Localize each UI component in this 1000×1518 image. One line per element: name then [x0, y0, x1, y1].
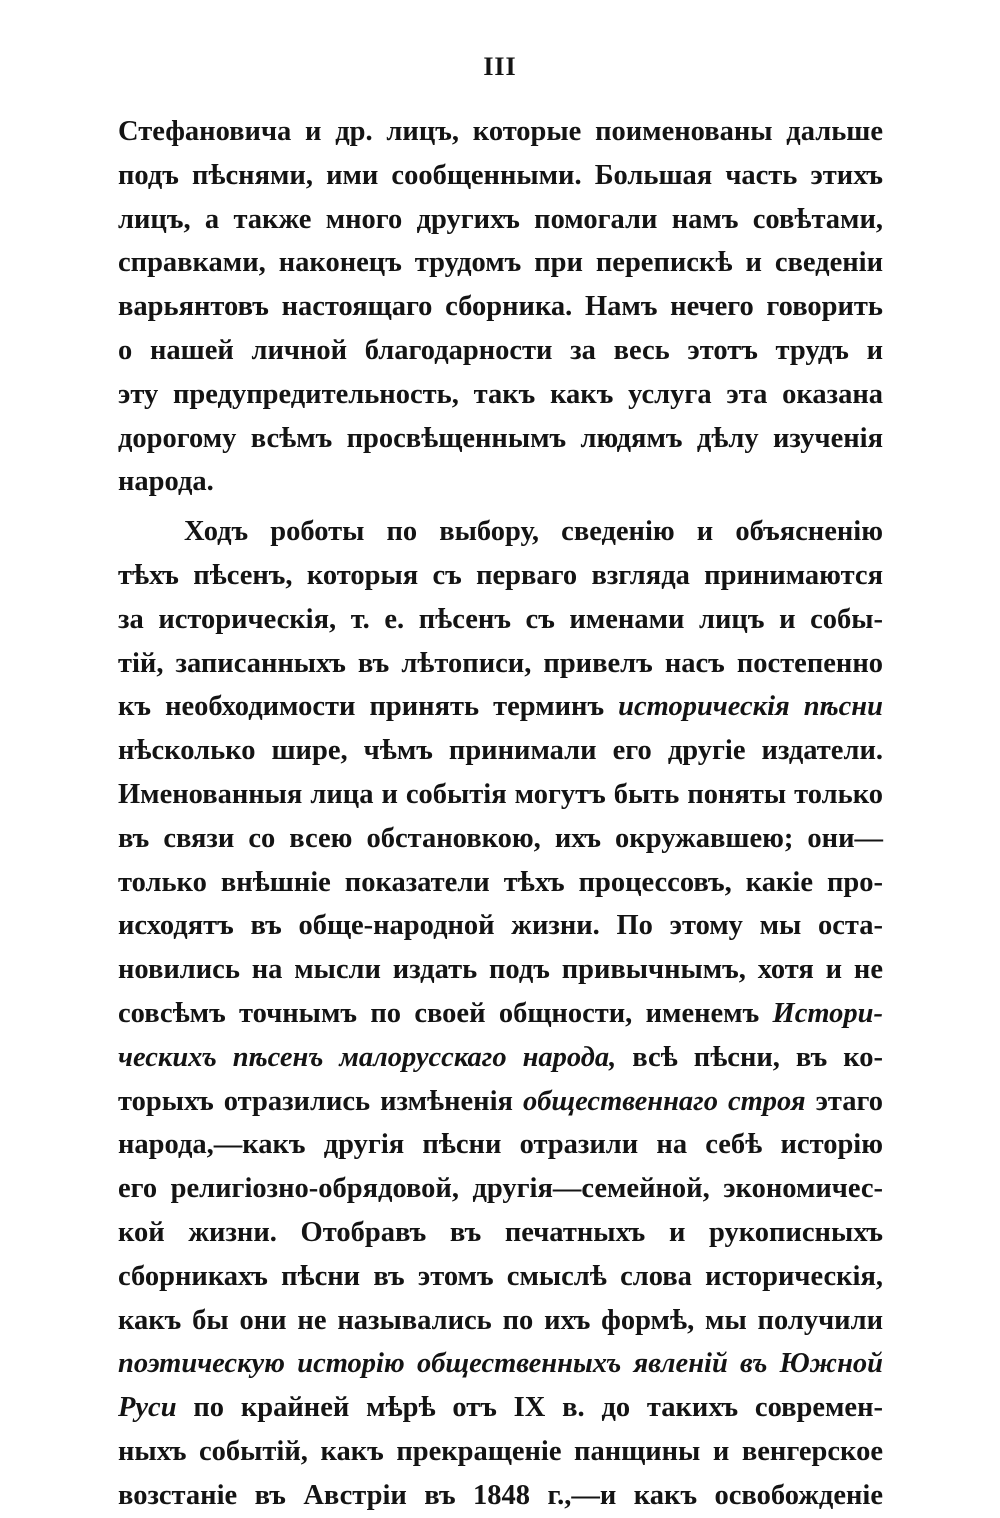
text-line	[118, 198, 883, 242]
text-line	[118, 1167, 883, 1211]
text-segment: Ходъ роботы по выбору, сведенію и объясненію	[184, 516, 883, 548]
body-text	[118, 110, 883, 1518]
text-line	[118, 241, 883, 285]
text-segment: возстаніе въ Австріи въ 1848 г.,—и какъ освобожденіе	[118, 1479, 883, 1511]
text-line	[118, 1211, 883, 1255]
text-line	[118, 460, 883, 504]
text-line	[118, 110, 883, 154]
text-line	[118, 861, 883, 905]
text-line	[118, 285, 883, 329]
text-line	[118, 729, 883, 773]
text-segment: эту предупредительность, такъ какъ услуга эта оказана	[118, 378, 883, 410]
paragraph	[118, 510, 883, 1517]
text-segment: всѣ пѣсни, въ ко-	[616, 1041, 884, 1073]
italic-text: Истори-	[772, 997, 883, 1029]
page-number: III	[483, 52, 517, 81]
italic-text: историческія пѣсни	[618, 691, 883, 723]
text-segment: подъ пѣснями, ими сообщенными. Большая часть этихъ	[118, 159, 883, 191]
text-segment: совсѣмъ точнымъ по своей общности, именемъ	[118, 997, 773, 1029]
text-line	[118, 510, 883, 554]
text-segment: къ необходимости принять терминъ	[118, 691, 619, 723]
text-line	[118, 642, 883, 686]
text-line	[118, 1036, 883, 1080]
text-segment: народа.	[118, 466, 214, 498]
paragraph	[118, 110, 883, 504]
text-line	[118, 1474, 883, 1518]
italic-text: общественнаго строя	[522, 1085, 806, 1117]
text-segment: кой жизни. Отобравъ въ печатныхъ и рукописныхъ	[118, 1216, 883, 1248]
text-segment: этаго	[805, 1085, 883, 1117]
text-line	[118, 329, 883, 373]
text-segment: только внѣшніе показатели тѣхъ процессовъ, какіе про-	[118, 866, 883, 898]
text-line	[118, 554, 883, 598]
text-segment: ныхъ событій, какъ прекращеніе панщины и венгерское	[118, 1435, 883, 1467]
text-line	[118, 417, 883, 461]
text-segment: за историческія, т. е. пѣсенъ съ именами лицъ и собы-	[118, 603, 883, 635]
text-segment: справками, наконецъ трудомъ при перепискѣ и сведеніи	[118, 247, 883, 279]
text-line	[118, 1342, 883, 1386]
text-line	[118, 773, 883, 817]
text-line	[118, 373, 883, 417]
text-segment: новились на мысли издать подъ привычнымъ, хотя и не	[118, 954, 883, 986]
text-line	[118, 992, 883, 1036]
text-segment: торыхъ отразились измѣненія	[118, 1085, 523, 1117]
text-line	[118, 1080, 883, 1124]
text-segment: нѣсколько шире, чѣмъ принимали его другіе издатели.	[118, 735, 883, 767]
text-line	[118, 817, 883, 861]
text-line	[118, 598, 883, 642]
text-segment: Стефановича и др. лицъ, которые поименованы дальше	[118, 116, 883, 147]
text-segment: тѣхъ пѣсенъ, которыя съ перваго взгляда принимаются	[118, 559, 883, 591]
text-segment: народа,—какъ другія пѣсни отразили на себѣ исторію	[118, 1129, 883, 1161]
text-segment: Именованныя лица и событія могутъ быть поняты только	[118, 778, 883, 810]
text-segment: о нашей личной благодарности за весь этотъ трудъ и	[118, 334, 883, 366]
text-line	[118, 1430, 883, 1474]
text-line	[118, 1299, 883, 1343]
text-segment: его религіозно-обрядовой, другія—семейной, экономичес-	[118, 1173, 883, 1205]
text-line	[118, 1386, 883, 1430]
italic-text: поэтическую исторію общественныхъ явленій въ Южной	[118, 1348, 883, 1380]
text-segment: лицъ, а также много другихъ помогали намъ совѣтами,	[118, 203, 883, 235]
text-segment: какъ бы они не назывались по ихъ формѣ, мы получили	[118, 1304, 883, 1336]
text-segment: по крайней мѣрѣ отъ IX в. до такихъ современ-	[176, 1392, 883, 1424]
text-line	[118, 1255, 883, 1299]
italic-text: ческихъ пѣсенъ малорусскаго народа,	[118, 1041, 617, 1073]
text-line	[118, 685, 883, 729]
text-segment: тій, записанныхъ въ лѣтописи, привелъ насъ постепенно	[118, 647, 883, 679]
text-line	[118, 154, 883, 198]
text-segment: сборникахъ пѣсни въ этомъ смыслѣ слова историческія,	[118, 1260, 883, 1292]
italic-text: Руси	[118, 1392, 177, 1424]
text-segment: исходятъ въ обще-народной жизни. По этому мы оста-	[118, 910, 883, 942]
text-segment: дорогому всѣмъ просвѣщеннымъ людямъ дѣлу изученія	[118, 422, 883, 454]
text-line	[118, 948, 883, 992]
text-segment: варьянтовъ настоящаго сборника. Намъ нечего говорить	[118, 291, 883, 323]
text-line	[118, 904, 883, 948]
text-line	[118, 1123, 883, 1167]
text-segment: въ связи со всею обстановкою, ихъ окружавшею; они—	[118, 822, 883, 854]
